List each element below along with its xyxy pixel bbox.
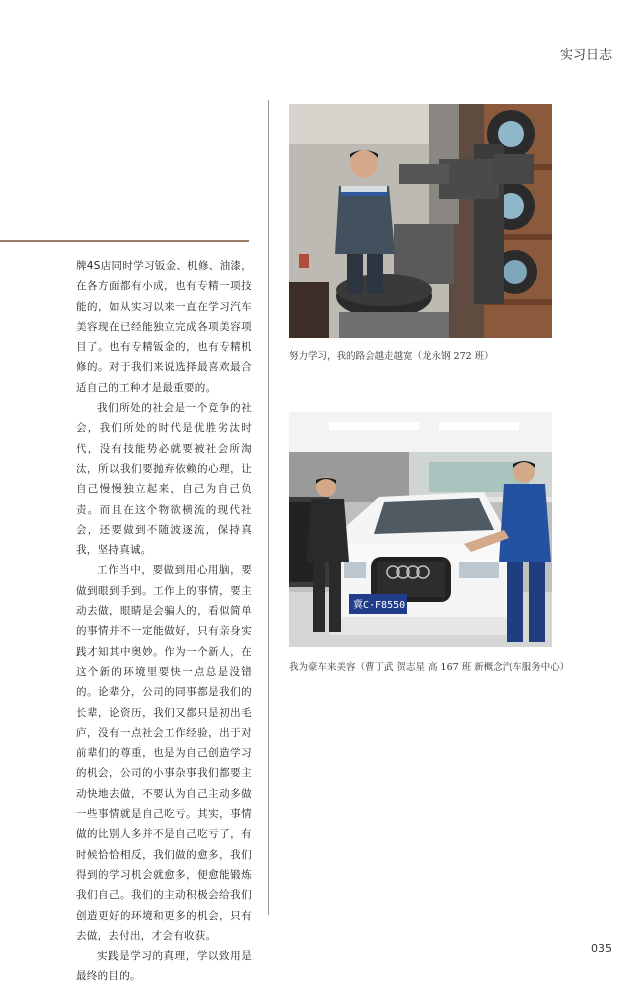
body-text <box>76 256 252 987</box>
section-divider <box>0 240 249 242</box>
photo-caption: 我为豪车来美容（曹丁武 贺志星 高 167 班 新概念汽车服务中心） <box>289 662 570 673</box>
section-title: 实习日志 <box>559 48 612 63</box>
photo-car-illustration <box>289 412 552 647</box>
paragraph: 我们所处的社会是一个竞争的社会，我们所处的时代是优胜劣汰时代，没有技能势必就要被社会所淘汰，所以我们要抛弃依赖的心理，让自己慢慢独立起来，自己为自己负责。而且在这个物欲横流的现代社会，还要做到不随波逐流，保持真我，坚持真诚。 <box>76 402 252 557</box>
photo-workshop-illustration <box>289 104 552 338</box>
license-plate: 冀C·F8550 <box>353 600 406 611</box>
paragraph: 工作当中，要做到用心用脑，要做到眼到手到。工作上的事情，要主动去做，眼睛是会骗人的，看似简单的事情并不一定能做好，只有亲身实践才知其中奥妙。作为一个新人，在这个新的环境里要快一点总是没错的。论辈分，公司的同事都是我们的长辈，论资历，我们又都只是初出毛庐，没有一点社会工作经验，出于对前辈们的尊重，也是为自己创造学习的机会，公司的小事杂事我们都要主动快地去做，不要认为自己主动多做一些事情就是自己吃亏。其实，事情做的比别人多并不是自己吃亏了，有时候恰恰相反，我们做的愈多，我们得到的学习机会就愈多，便愈能锻炼我们自己。我们的主动积极会给我们创造更好的环境和更多的机会，只有去做，去付出，才会有收获。 <box>76 564 252 942</box>
photo-workshop <box>289 104 552 338</box>
paragraph: 实践是学习的真理，学以致用是最终的目的。 <box>76 950 252 983</box>
page-number: 035 <box>591 942 612 955</box>
photo-car-service <box>289 412 552 647</box>
paragraph: 牌4S店同时学习钣金、机修、油漆，在各方面都有小成，也有专精一项技能的，如从实习以来一直在学习汽车美容现在已经能独立完成各项美容项目了。也有专精钣金的，也有专精机修的。对于我们来说选择最喜欢最合适自己的工种才是最重要的。 <box>76 260 252 394</box>
photo-caption: 努力学习，我的路会越走越宽（龙永钢 272 班） <box>289 351 494 362</box>
column-divider <box>268 100 269 915</box>
